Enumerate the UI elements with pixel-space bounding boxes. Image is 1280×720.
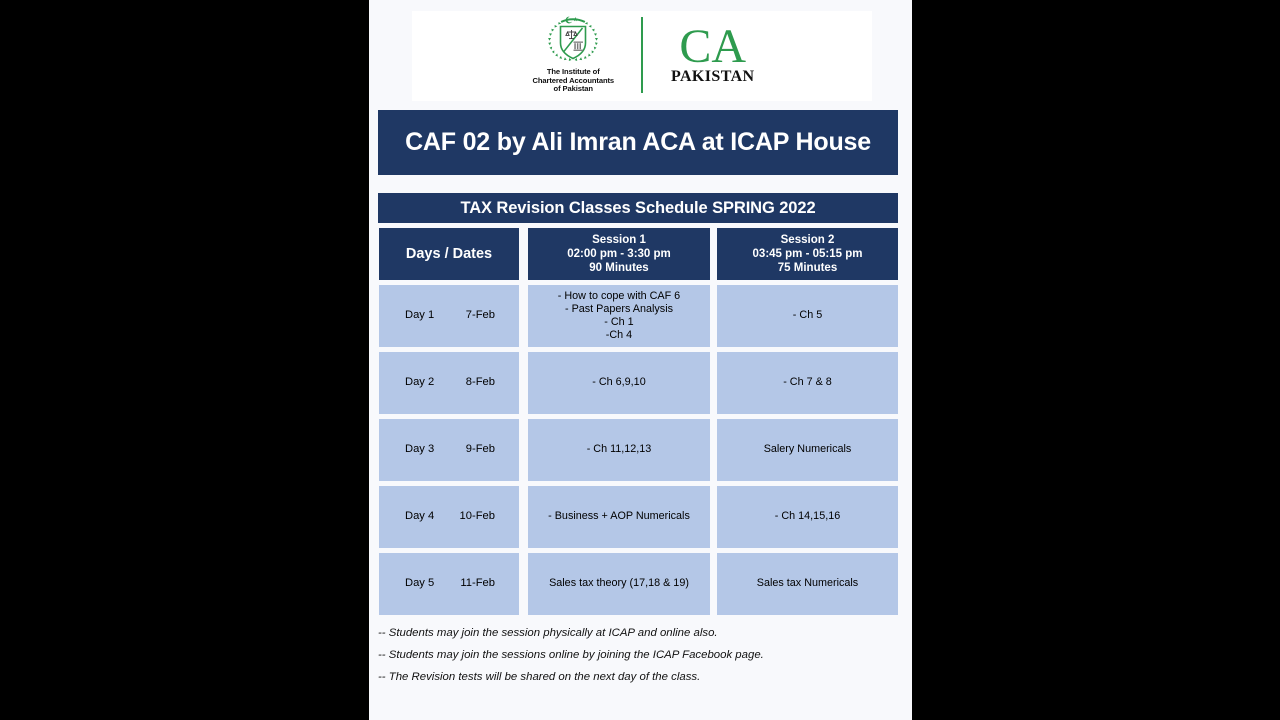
slide-page bbox=[369, 0, 912, 720]
session-1-cell bbox=[528, 553, 710, 615]
icap-name-line-1: The Institute of bbox=[546, 67, 600, 77]
topic-line: - How to cope with CAF 6 bbox=[557, 289, 681, 302]
logo-lockup bbox=[519, 16, 765, 94]
session-2-cell bbox=[717, 553, 898, 615]
session-1-cell bbox=[528, 285, 710, 347]
topic-line: - Business + AOP Numericals bbox=[548, 510, 690, 523]
table-row bbox=[379, 553, 899, 615]
session-2-duration: 75 Minutes bbox=[777, 262, 838, 274]
column-header-session-2 bbox=[717, 228, 898, 280]
note-line: -- Students may join the sessions online by joining the ICAP Facebook page. bbox=[378, 649, 764, 661]
topic-line: - Ch 14,15,16 bbox=[774, 510, 841, 523]
session-1-time: 02:00 pm - 3:30 pm bbox=[567, 248, 671, 260]
topic-line: Salery Numericals bbox=[763, 443, 852, 456]
day-label: Day 4 bbox=[405, 510, 435, 523]
topic-line: Sales tax Numericals bbox=[756, 577, 859, 590]
table-row bbox=[379, 486, 899, 548]
date-label: 11-Feb bbox=[460, 577, 495, 590]
column-header-session-1 bbox=[528, 228, 710, 280]
note-line: -- Students may join the session physically at ICAP and online also. bbox=[378, 627, 718, 639]
topic-line: -Ch 4 bbox=[605, 329, 633, 342]
icap-logo bbox=[519, 16, 627, 94]
ca-subtext: PAKISTAN bbox=[670, 68, 755, 85]
topic-line: Sales tax theory (17,18 & 19) bbox=[549, 577, 689, 590]
icap-institute-name bbox=[532, 68, 614, 94]
date-label: 9-Feb bbox=[465, 443, 495, 456]
topic-line: - Past Papers Analysis bbox=[564, 302, 673, 315]
table-row bbox=[379, 419, 899, 481]
footer-notes bbox=[374, 622, 904, 688]
day-date-cell bbox=[379, 419, 519, 481]
topic-line: - Ch 5 bbox=[792, 309, 823, 322]
day-label: Day 5 bbox=[405, 577, 435, 590]
topic-line: - Ch 6,9,10 bbox=[592, 376, 646, 389]
day-label: Day 3 bbox=[405, 443, 435, 456]
ca-pakistan-logo bbox=[657, 20, 765, 85]
day-date-cell bbox=[379, 486, 519, 548]
day-label: Day 2 bbox=[405, 376, 435, 389]
session-1-cell bbox=[528, 419, 710, 481]
page-title: CAF 02 by Ali Imran ACA at ICAP House bbox=[378, 110, 898, 175]
topic-line: - Ch 11,12,13 bbox=[586, 443, 652, 456]
date-label: 7-Feb bbox=[465, 309, 495, 322]
session-2-label: Session 2 bbox=[780, 234, 835, 246]
session-2-time: 03:45 pm - 05:15 pm bbox=[752, 248, 863, 260]
topic-line: - Ch 1 bbox=[604, 316, 634, 328]
date-label: 8-Feb bbox=[465, 376, 495, 389]
note-line: -- The Revision tests will be shared on the next day of the class. bbox=[378, 671, 701, 683]
table-header-row bbox=[379, 228, 899, 280]
schedule-table bbox=[379, 228, 899, 620]
date-label: 10-Feb bbox=[459, 510, 495, 523]
icap-crest-icon bbox=[542, 16, 604, 66]
logo-banner bbox=[412, 11, 872, 101]
session-2-cell bbox=[717, 419, 898, 481]
icap-name-line-2: Chartered Accountants bbox=[532, 75, 615, 85]
day-date-cell bbox=[379, 352, 519, 414]
day-date-cell bbox=[379, 285, 519, 347]
session-1-cell bbox=[528, 486, 710, 548]
logo-divider bbox=[641, 17, 643, 93]
session-1-cell bbox=[528, 352, 710, 414]
session-2-cell bbox=[717, 486, 898, 548]
session-1-duration: 90 Minutes bbox=[589, 262, 649, 274]
ca-wordmark: CA bbox=[679, 20, 747, 73]
session-2-cell bbox=[717, 352, 898, 414]
schedule-subtitle: TAX Revision Classes Schedule SPRING 2022 bbox=[378, 193, 898, 223]
icap-name-line-3: of Pakistan bbox=[553, 84, 593, 94]
day-label: Day 1 bbox=[405, 309, 435, 322]
session-2-cell bbox=[717, 285, 898, 347]
table-row bbox=[379, 352, 899, 414]
column-header-days-dates: Days / Dates bbox=[379, 228, 519, 280]
session-1-label: Session 1 bbox=[592, 234, 646, 246]
day-date-cell bbox=[379, 553, 519, 615]
table-row bbox=[379, 285, 899, 347]
topic-line: - Ch 7 & 8 bbox=[783, 376, 832, 389]
